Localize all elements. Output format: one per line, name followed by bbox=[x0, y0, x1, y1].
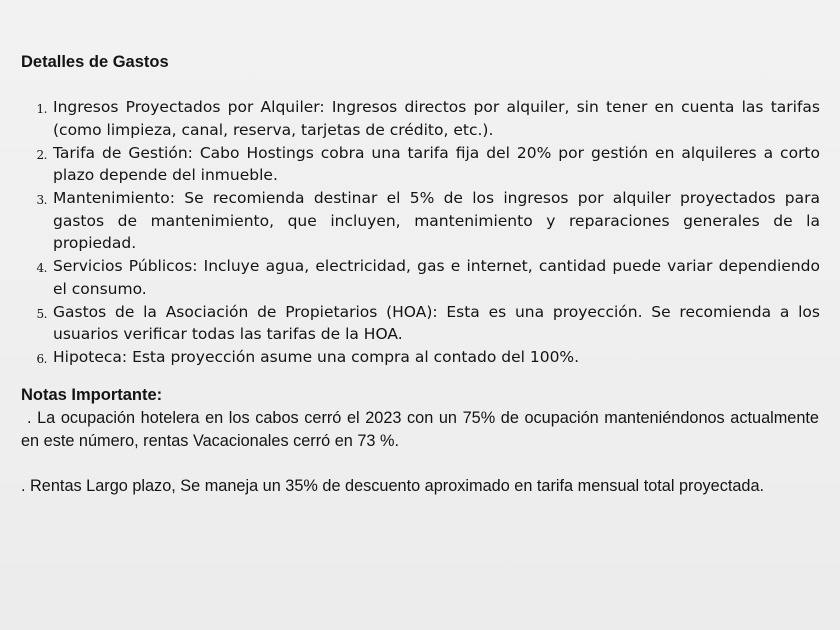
expense-list bbox=[0, 96, 840, 369]
list-item-number: 3. bbox=[36, 193, 47, 207]
list-item bbox=[0, 346, 840, 369]
list-item-text: Ingresos Proyectados por Alquiler: Ingresos directos por alquiler, sin tener en cuenta las tarifas (como limpieza, canal, reserva, tarjetas de crédito, etc.). bbox=[53, 98, 820, 139]
note-occupancy: . La ocupación hotelera en los cabos cerró el 2023 con un 75% de ocupación manteniéndonos actualmente en este número, rentas Vacacionales cerró en 73 %. bbox=[21, 409, 819, 450]
list-item-number: 2. bbox=[36, 147, 47, 162]
list-item-number: 1. bbox=[36, 102, 47, 116]
list-item-text: Hipoteca: Esta proyección asume una compra al contado del 100%. bbox=[53, 348, 580, 366]
list-item bbox=[0, 96, 840, 141]
list-item-number: 6. bbox=[36, 352, 47, 366]
list-item bbox=[0, 142, 840, 187]
list-item-text: Gastos de la Asociación de Propietarios (HOA): Esta es una proyección. Se recomienda a los usuarios verificar todas las tarifas de la HOA. bbox=[53, 302, 820, 343]
list-item-number: 5. bbox=[36, 306, 47, 321]
list-item-text: Mantenimiento: Se recomienda destinar el 5% de los ingresos por alquiler proyectados para gastos de mantenimiento, que incluyen, mantenimiento y reparaciones generales de la propiedad. bbox=[53, 189, 820, 252]
list-item-text: Servicios Públicos: Incluye agua, electricidad, gas e internet, cantidad puede variar dependiendo el consumo. bbox=[53, 257, 820, 298]
page-title: Detalles de Gastos bbox=[21, 53, 169, 71]
list-item-text: Tarifa de Gestión: Cabo Hostings cobra una tarifa fija del 20% por gestión en alquileres a corto plazo depende del inmueble. bbox=[53, 143, 820, 184]
list-item-number: 4. bbox=[36, 261, 47, 275]
list-item bbox=[0, 301, 840, 346]
notes-title: Notas Importante: bbox=[21, 386, 163, 404]
list-item bbox=[0, 187, 840, 255]
list-item bbox=[0, 255, 840, 300]
note-long-term: . Rentas Largo plazo, Se maneja un 35% de descuento aproximado en tarifa mensual total proyectada. bbox=[21, 477, 765, 495]
